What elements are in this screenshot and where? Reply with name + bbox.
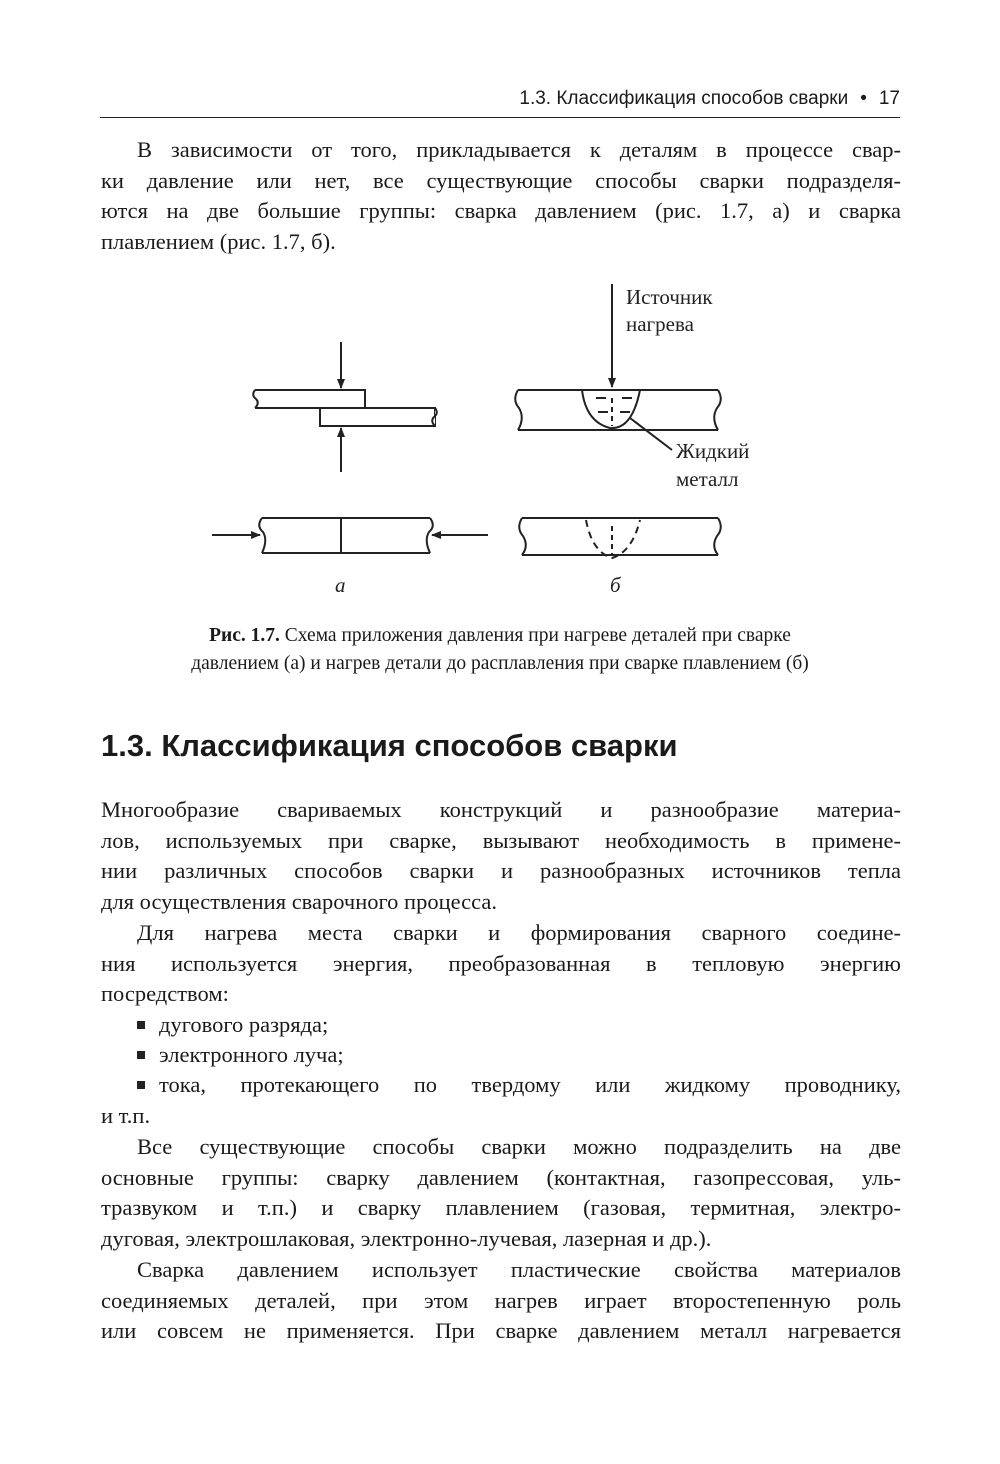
running-head-section: 1.3. Классификация способов сварки: [519, 88, 849, 109]
label-a: а: [335, 573, 346, 597]
caption-label: Рис. 1.7.: [209, 625, 280, 646]
paragraph-1: [101, 795, 901, 917]
label-heat-source-2: нагрева: [626, 312, 694, 336]
caption-line-1: Схема приложения давления при нагреве деталей при сварке: [279, 625, 791, 646]
bullet-item: [137, 1040, 344, 1071]
para3-line: тразвуком и т.п.) и сварку плавлением (газовая, термитная, электро-: [101, 1195, 901, 1220]
bullet-text: электронного луча;: [159, 1042, 344, 1067]
label-liquid-metal-1: Жидкий: [676, 439, 750, 463]
paragraph-4: [101, 1255, 901, 1347]
para1-line: Многообразие свариваемых конструкций и разнообразие материа-: [101, 797, 901, 822]
bullet-square-icon: [137, 1081, 145, 1089]
para2-line: Для нагрева места сварки и формирования сварного соедине-: [137, 920, 901, 945]
running-head: [100, 84, 900, 118]
para1-line: для осуществления сварочного процесса.: [101, 888, 498, 914]
intro-line: ются на две большие группы: сварка давлением (рис. 1.7, а) и сварка: [101, 198, 901, 223]
label-b: б: [610, 573, 621, 597]
para4-line: соединяемых деталей, при этом нагрев играет второстепенную роль: [101, 1287, 901, 1313]
bullet-tail: и т.п.: [101, 1102, 151, 1128]
running-head-separator: •: [860, 88, 867, 109]
figure-1-7: [0, 270, 1000, 610]
bullet-square-icon: [137, 1021, 145, 1029]
label-heat-source-1: Источник: [626, 285, 713, 309]
page-number: 17: [878, 88, 900, 109]
para3-line: Все существующие способы сварки можно подразделить на две: [137, 1134, 901, 1159]
paragraph-3: [101, 1132, 901, 1254]
para4-line: Сварка давлением использует пластические свойства материалов: [137, 1257, 901, 1282]
fig-b-fusion-bottom: [519, 518, 721, 558]
bullet-text: тока, протекающего по твердому или жидкому проводнику,: [159, 1072, 901, 1097]
bullet-text: дугового разряда;: [159, 1012, 329, 1037]
fig-a-butt-joint: [212, 518, 488, 553]
bullet-item-long: [101, 1070, 901, 1131]
para3-line: дуговая, электрошлаковая, электронно-лучевая, лазерная и др.).: [101, 1225, 712, 1251]
para2-line: посредством:: [101, 981, 229, 1006]
intro-line: плавлением (рис. 1.7, б).: [101, 228, 336, 254]
label-liquid-metal-2: металл: [676, 467, 739, 491]
paragraph-2: [101, 918, 901, 1010]
bullet-square-icon: [137, 1051, 145, 1059]
para1-line: нии различных способов сварки и разнообразных источников тепла: [101, 858, 901, 883]
para1-line: лов, используемых при сварке, вызывают необходимость в примене-: [101, 827, 901, 853]
fig-a-lap-joint: [253, 342, 437, 472]
figure-caption: [100, 622, 900, 678]
bullet-item: [137, 1010, 328, 1041]
para4-line: или совсем не применяется. При сварке давлением металл нагревается: [101, 1318, 901, 1343]
para2-line: ния используется энергия, преобразованная в тепловую энергию: [101, 950, 901, 976]
intro-paragraph: [101, 135, 901, 257]
bullet-long-line: [101, 1070, 901, 1101]
section-title: 1.3. Классификация способов сварки: [101, 728, 678, 763]
intro-line: ки давление или нет, все существующие способы сварки подразделя-: [101, 167, 901, 193]
para3-line: основные группы: сварку давлением (контактная, газопрессовая, уль-: [101, 1164, 901, 1190]
caption-line-2: давлением (а) и нагрев детали до расплавления при сварке плавлением (б): [191, 653, 809, 674]
intro-line: В зависимости от того, прикладывается к деталям в процессе свар-: [137, 137, 901, 162]
